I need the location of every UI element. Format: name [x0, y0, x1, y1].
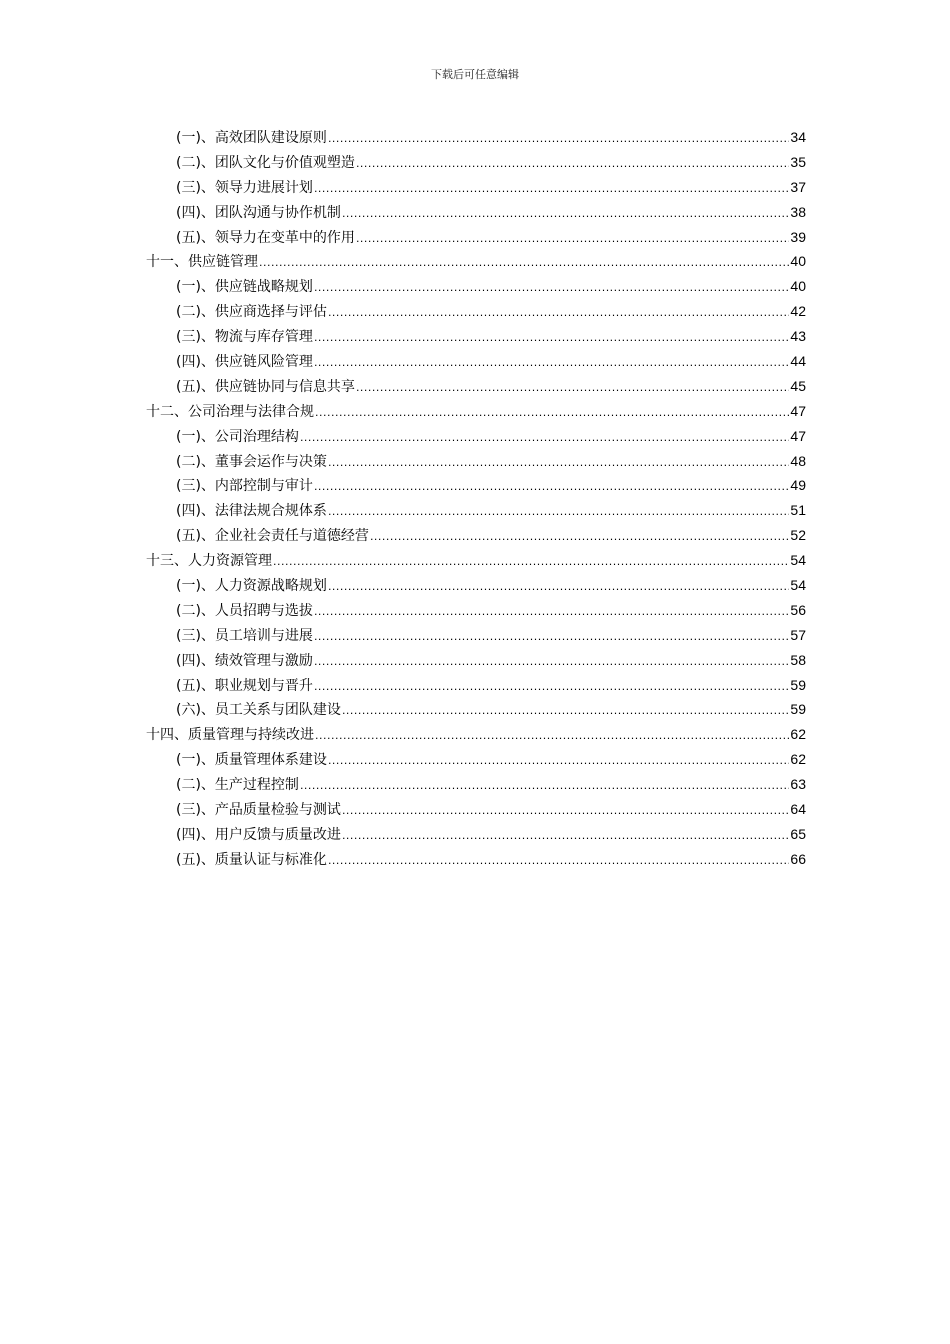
toc-dot-leader [328, 301, 789, 326]
toc-section-entry[interactable] [146, 175, 806, 200]
toc-entry-label: (四)、绩效管理与激励 [176, 652, 313, 669]
toc-section-entry[interactable] [146, 598, 806, 623]
toc-chapter-entry[interactable] [146, 249, 806, 274]
toc-page-number: 51 [790, 502, 806, 519]
page-header: 下载后可任意编辑 [431, 68, 519, 81]
toc-entry-label: (三)、内部控制与审计 [176, 478, 313, 495]
toc-page-number: 35 [790, 153, 806, 170]
toc-page-number: 64 [790, 801, 806, 818]
toc-dot-leader [356, 152, 789, 177]
toc-entry-label: (六)、员工关系与团队建设 [176, 702, 341, 719]
toc-section-entry[interactable] [146, 449, 806, 474]
toc-section-entry[interactable] [146, 847, 806, 872]
toc-page-number: 52 [790, 527, 806, 544]
toc-section-entry[interactable] [146, 797, 806, 822]
toc-section-entry[interactable] [146, 772, 806, 797]
toc-section-entry[interactable] [146, 225, 806, 250]
toc-dot-leader [328, 575, 789, 600]
toc-section-entry[interactable] [146, 274, 806, 299]
toc-page-number: 48 [790, 452, 806, 469]
toc-dot-leader [314, 625, 789, 650]
toc-section-entry[interactable] [146, 374, 806, 399]
toc-dot-leader [314, 177, 789, 202]
toc-entry-label: (三)、物流与库存管理 [176, 329, 313, 346]
toc-page-number: 39 [790, 228, 806, 245]
toc-entry-label: (二)、人员招聘与选拔 [176, 602, 313, 619]
toc-entry-label: (五)、质量认证与标准化 [176, 851, 327, 868]
toc-entry-label: (一)、质量管理体系建设 [176, 752, 327, 769]
toc-page-number: 42 [790, 303, 806, 320]
toc-section-entry[interactable] [146, 125, 806, 150]
toc-entry-label: (四)、供应链风险管理 [176, 354, 313, 371]
toc-section-entry[interactable] [146, 697, 806, 722]
toc-dot-leader [314, 600, 789, 625]
toc-entry-label: 十四、质量管理与持续改进 [146, 727, 314, 744]
toc-entry-label: (二)、董事会运作与决策 [176, 453, 327, 470]
toc-section-entry[interactable] [146, 523, 806, 548]
toc-page-number: 34 [790, 129, 806, 145]
toc-entry-label: (二)、供应商选择与评估 [176, 304, 327, 321]
toc-entry-label: (一)、公司治理结构 [176, 428, 299, 445]
toc-page-number: 65 [790, 825, 806, 842]
toc-section-entry[interactable] [146, 424, 806, 449]
toc-dot-leader [342, 699, 789, 724]
toc-dot-leader [314, 351, 789, 376]
toc-chapter-entry[interactable] [146, 722, 806, 747]
toc-page-number: 40 [790, 278, 806, 295]
toc-entry-label: (五)、供应链协同与信息共享 [176, 378, 355, 395]
toc-dot-leader [356, 227, 789, 252]
toc-section-entry[interactable] [146, 498, 806, 523]
toc-page-number: 45 [790, 377, 806, 394]
toc-entry-label: 十一、供应链管理 [146, 254, 258, 271]
toc-page-number: 47 [790, 427, 806, 444]
toc-dot-leader [356, 376, 789, 401]
toc-entry-label: 十三、人力资源管理 [146, 553, 272, 570]
toc-entry-label: (三)、产品质量检验与测试 [176, 802, 341, 819]
toc-entry-label: (一)、高效团队建设原则 [176, 130, 327, 146]
toc-section-entry[interactable] [146, 299, 806, 324]
toc-page-number: 58 [790, 651, 806, 668]
table-of-contents [146, 125, 806, 872]
toc-page-number: 62 [790, 726, 806, 743]
toc-entry-label: (三)、领导力进展计划 [176, 179, 313, 196]
toc-page-number: 43 [790, 328, 806, 345]
toc-dot-leader [314, 650, 789, 675]
toc-page-number: 40 [790, 253, 806, 270]
toc-page-number: 49 [790, 477, 806, 494]
toc-chapter-entry[interactable] [146, 399, 806, 424]
toc-page-number: 54 [790, 577, 806, 594]
toc-section-entry[interactable] [146, 822, 806, 847]
toc-dot-leader [370, 525, 789, 550]
toc-dot-leader [314, 326, 789, 351]
toc-chapter-entry[interactable] [146, 548, 806, 573]
toc-entry-label: (三)、员工培训与进展 [176, 627, 313, 644]
toc-entry-label: (四)、法律法规合规体系 [176, 503, 327, 520]
toc-page-number: 66 [790, 850, 806, 867]
toc-dot-leader [342, 202, 789, 227]
toc-dot-leader [300, 426, 789, 451]
toc-dot-leader [328, 127, 789, 152]
toc-dot-leader [259, 251, 789, 276]
toc-entry-label: (一)、供应链战略规划 [176, 279, 313, 296]
toc-page-number: 57 [790, 626, 806, 643]
toc-section-entry[interactable] [146, 573, 806, 598]
toc-page-number: 63 [790, 776, 806, 793]
toc-section-entry[interactable] [146, 673, 806, 698]
toc-entry-label: 十二、公司治理与法律合规 [146, 403, 314, 420]
toc-dot-leader [328, 500, 789, 525]
toc-dot-leader [314, 475, 789, 500]
toc-section-entry[interactable] [146, 200, 806, 225]
toc-dot-leader [328, 451, 789, 476]
toc-dot-leader [314, 675, 789, 700]
toc-section-entry[interactable] [146, 324, 806, 349]
toc-dot-leader [342, 799, 789, 824]
toc-section-entry[interactable] [146, 747, 806, 772]
toc-page-number: 54 [790, 552, 806, 569]
toc-entry-label: (五)、领导力在变革中的作用 [176, 229, 355, 246]
toc-page-number: 37 [790, 178, 806, 195]
toc-dot-leader [300, 774, 789, 799]
toc-page-number: 59 [790, 676, 806, 693]
toc-page-number: 47 [790, 402, 806, 419]
toc-dot-leader [315, 401, 789, 426]
toc-page-number: 59 [790, 701, 806, 718]
toc-entry-label: (一)、人力资源战略规划 [176, 578, 327, 595]
toc-section-entry[interactable] [146, 150, 806, 175]
toc-page-number: 38 [790, 203, 806, 220]
toc-dot-leader [328, 749, 789, 774]
toc-section-entry[interactable] [146, 623, 806, 648]
toc-dot-leader [315, 724, 789, 749]
toc-entry-label: (四)、用户反馈与质量改进 [176, 826, 341, 843]
toc-entry-label: (五)、企业社会责任与道德经营 [176, 528, 369, 545]
toc-page-number: 62 [790, 751, 806, 768]
toc-dot-leader [328, 849, 789, 874]
toc-page-number: 56 [790, 601, 806, 618]
toc-section-entry[interactable] [146, 648, 806, 673]
toc-section-entry[interactable] [146, 473, 806, 498]
toc-section-entry[interactable] [146, 349, 806, 374]
toc-dot-leader [314, 276, 789, 301]
toc-entry-label: (二)、生产过程控制 [176, 777, 299, 794]
toc-entry-label: (五)、职业规划与晋升 [176, 677, 313, 694]
toc-dot-leader [273, 550, 789, 575]
toc-dot-leader [342, 824, 789, 849]
toc-page-number: 44 [790, 353, 806, 370]
toc-entry-label: (四)、团队沟通与协作机制 [176, 204, 341, 221]
toc-entry-label: (二)、团队文化与价值观塑造 [176, 154, 355, 171]
